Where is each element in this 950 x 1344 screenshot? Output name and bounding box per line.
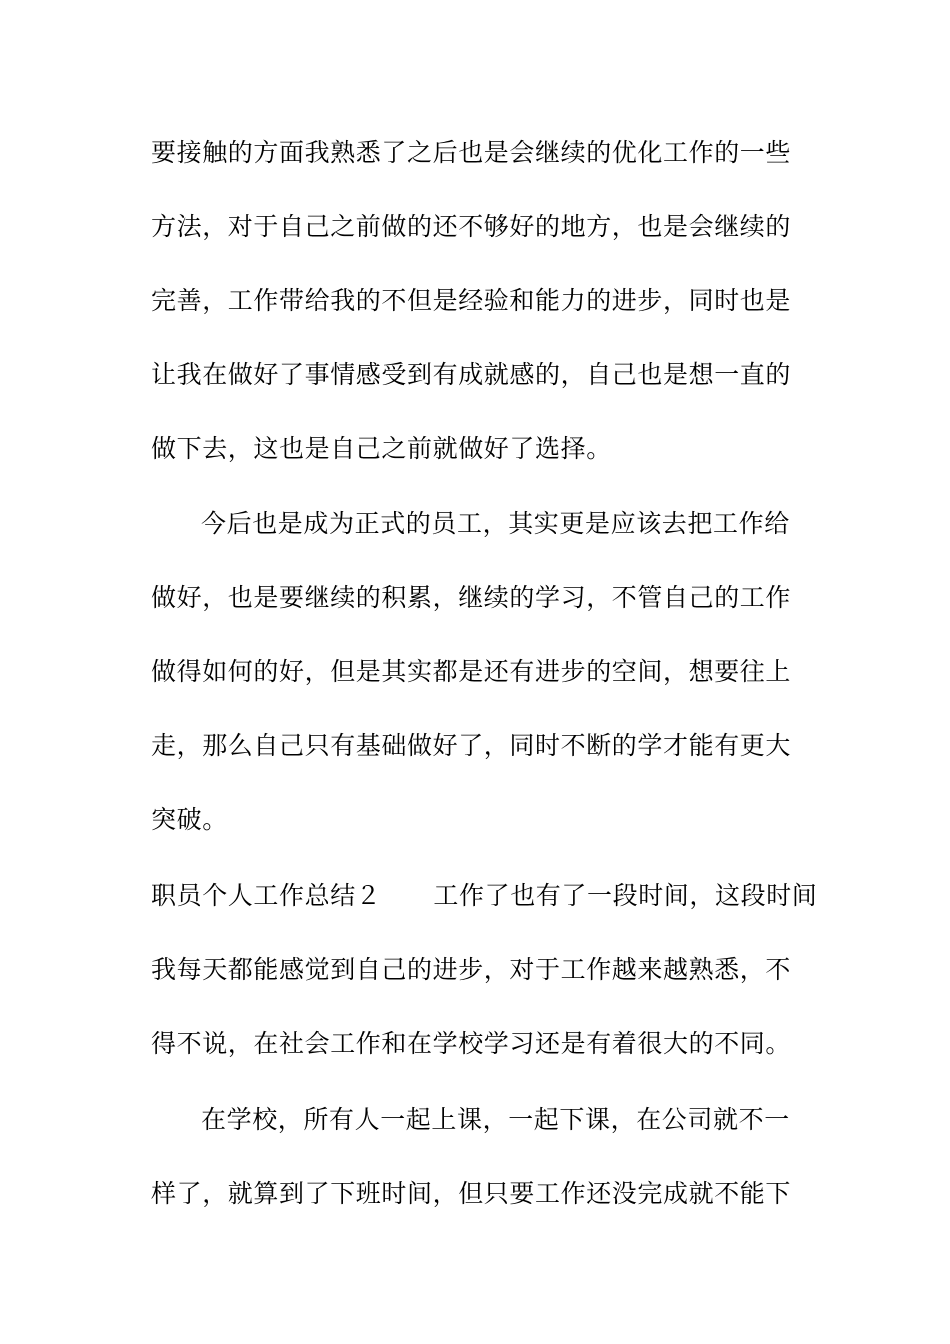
paragraph-2-line-1: 今后也是成为正式的员工，其实更是应该去把工作给	[201, 509, 790, 538]
paragraph-3-line-2: 我每天都能感觉到自己的进步，对于工作越来越熟悉，不	[151, 955, 792, 984]
paragraph-2-line-3: 做得如何的好，但是其实都是还有进步的空间，想要往上	[151, 657, 792, 686]
paragraph-4-line-1: 在学校，所有人一起上课，一起下课，在公司就不一	[201, 1105, 790, 1134]
paragraph-1-line-1: 要接触的方面我熟悉了之后也是会继续的优化工作的一些	[151, 138, 792, 167]
paragraph-1-line-5: 做下去，这也是自己之前就做好了选择。	[151, 434, 612, 463]
paragraph-1-line-3: 完善，工作带给我的不但是经验和能力的进步，同时也是	[151, 286, 792, 315]
paragraph-2-line-5: 突破。	[151, 805, 228, 834]
paragraph-4-line-2: 样了，就算到了下班时间，但只要工作还没完成就不能下	[151, 1179, 792, 1208]
paragraph-2-line-2: 做好，也是要继续的积累，继续的学习，不管自己的工作	[151, 583, 792, 612]
paragraph-3-line-3: 得不说，在社会工作和在学校学习还是有着很大的不同。	[151, 1029, 792, 1058]
paragraph-1-line-4: 让我在做好了事情感受到有成就感的，自己也是想一直的	[151, 360, 792, 389]
paragraph-3-text-start: 工作了也有了一段时间，这段时间	[433, 881, 818, 910]
paragraph-1-line-2: 方法，对于自己之前做的还不够好的地方，也是会继续的	[151, 212, 792, 241]
paragraph-3-line-1	[151, 880, 817, 912]
paragraph-2-line-4: 走，那么自己只有基础做好了，同时不断的学才能有更大	[151, 731, 792, 760]
section-heading: 职员个人工作总结２	[151, 881, 382, 910]
